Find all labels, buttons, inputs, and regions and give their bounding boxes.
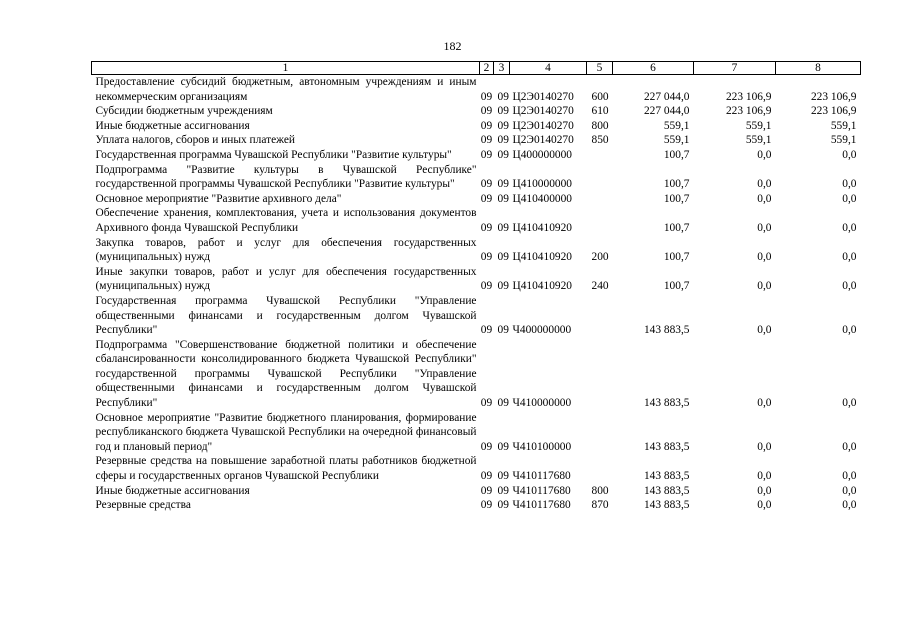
table-row bbox=[92, 454, 861, 483]
target-article: Ц2Э0140270 bbox=[512, 90, 574, 103]
expense-type: 850 bbox=[591, 134, 609, 147]
amount-year-2: 0,0 bbox=[757, 280, 772, 293]
amount-year-2: 0,0 bbox=[757, 324, 772, 337]
section-code: 09 bbox=[480, 105, 493, 118]
target-article: Ц410410920 bbox=[512, 221, 572, 234]
amount-year-3: 0,0 bbox=[842, 221, 857, 234]
target-article: Ц2Э0140270 bbox=[512, 134, 574, 147]
amount-year-1: 143 883,5 bbox=[643, 499, 690, 512]
target-article: Ц410410920 bbox=[512, 251, 572, 264]
section-code: 09 bbox=[480, 324, 493, 337]
target-article: Ч410000000 bbox=[512, 397, 572, 410]
subsection-code: 09 bbox=[497, 470, 509, 483]
header-col-7: 7 bbox=[694, 62, 776, 75]
amount-year-1: 227 044,0 bbox=[643, 90, 690, 103]
expense-type: 240 bbox=[591, 280, 609, 293]
expense-type: 610 bbox=[591, 105, 609, 118]
amount-year-2: 0,0 bbox=[757, 440, 772, 453]
row-name: Предоставление субсидий бюджетным, автономным учреждениям и иным некоммерческим организациям bbox=[95, 76, 477, 103]
expense-type: 600 bbox=[591, 90, 609, 103]
table-row bbox=[92, 119, 861, 134]
subsection-code: 09 bbox=[497, 105, 509, 118]
subsection-code: 09 bbox=[497, 440, 509, 453]
subsection-code: 09 bbox=[497, 119, 509, 132]
section-code: 09 bbox=[480, 119, 493, 132]
target-article: Ц410000000 bbox=[512, 178, 572, 191]
subsection-code: 09 bbox=[497, 280, 509, 293]
amount-year-3: 0,0 bbox=[842, 148, 857, 161]
amount-year-2: 559,1 bbox=[745, 134, 772, 147]
table-row bbox=[92, 294, 861, 338]
expense-type bbox=[587, 148, 613, 163]
amount-year-3: 0,0 bbox=[842, 192, 857, 205]
amount-year-2: 0,0 bbox=[757, 148, 772, 161]
subsection-code: 09 bbox=[497, 148, 509, 161]
expense-type: 200 bbox=[591, 251, 609, 264]
amount-year-3: 0,0 bbox=[842, 499, 857, 512]
row-name: Резервные средства на повышение заработной платы работников бюджетной сферы и государственных органов Чувашской Республики bbox=[95, 455, 477, 483]
row-name: Иные бюджетные ассигнования bbox=[95, 484, 250, 497]
amount-year-1: 100,7 bbox=[663, 192, 690, 205]
row-name: Государственная программа Чувашской Республики "Управление общественными финансами и государственным долгом Чувашской Республики" bbox=[95, 294, 477, 337]
amount-year-3: 223 106,9 bbox=[810, 90, 857, 103]
amount-year-2: 0,0 bbox=[757, 192, 772, 205]
table-row bbox=[92, 338, 861, 411]
header-col-5: 5 bbox=[587, 62, 613, 75]
target-article: Ч410117680 bbox=[512, 499, 571, 512]
row-name: Иные бюджетные ассигнования bbox=[95, 119, 250, 132]
target-article: Ц400000000 bbox=[512, 148, 572, 161]
header-col-3: 3 bbox=[494, 62, 510, 75]
amount-year-2: 0,0 bbox=[757, 221, 772, 234]
expense-type: 870 bbox=[591, 499, 609, 512]
amount-year-1: 227 044,0 bbox=[643, 105, 690, 118]
subsection-code: 09 bbox=[497, 221, 509, 234]
amount-year-3: 0,0 bbox=[842, 251, 857, 264]
header-col-4: 4 bbox=[510, 62, 587, 75]
target-article: Ц410400000 bbox=[512, 192, 572, 205]
target-article: Ч410117680 bbox=[512, 470, 571, 483]
section-code: 09 bbox=[480, 280, 493, 293]
section-code: 09 bbox=[480, 134, 493, 147]
amount-year-1: 100,7 bbox=[663, 148, 690, 161]
subsection-code: 09 bbox=[497, 251, 509, 264]
table-row bbox=[92, 265, 861, 294]
subsection-code: 09 bbox=[497, 134, 509, 147]
row-name: Субсидии бюджетным учреждениям bbox=[95, 105, 273, 118]
amount-year-3: 0,0 bbox=[842, 280, 857, 293]
target-article: Ц2Э0140270 bbox=[512, 119, 574, 132]
section-code: 09 bbox=[480, 440, 493, 453]
amount-year-3: 559,1 bbox=[830, 134, 857, 147]
section-code: 09 bbox=[480, 484, 493, 497]
row-name: Государственная программа Чувашской Республики "Развитие культуры" bbox=[95, 148, 452, 161]
amount-year-1: 143 883,5 bbox=[643, 324, 690, 337]
table-row bbox=[92, 192, 861, 207]
amount-year-2: 0,0 bbox=[757, 470, 772, 483]
page-number: 182 bbox=[443, 39, 462, 53]
amount-year-3: 223 106,9 bbox=[810, 105, 857, 118]
table-row bbox=[92, 498, 861, 513]
amount-year-3: 559,1 bbox=[830, 119, 857, 132]
subsection-code: 09 bbox=[497, 324, 509, 337]
header-col-8: 8 bbox=[776, 62, 861, 75]
row-name: Основное мероприятие "Развитие бюджетного планирования, формирование республиканского бюджета Чувашской Республики на очередной финансовый год и плановый период" bbox=[95, 411, 477, 453]
amount-year-3: 0,0 bbox=[842, 324, 857, 337]
subsection-code: 09 bbox=[497, 499, 509, 512]
amount-year-1: 100,7 bbox=[663, 221, 690, 234]
section-code: 09 bbox=[480, 499, 493, 512]
budget-table bbox=[91, 61, 861, 513]
table-row bbox=[92, 104, 861, 119]
amount-year-1: 559,1 bbox=[663, 119, 690, 132]
target-article: Ч410117680 bbox=[512, 484, 571, 497]
amount-year-3: 0,0 bbox=[842, 440, 857, 453]
target-article: Ц410410920 bbox=[512, 280, 572, 293]
row-name: Уплата налогов, сборов и иных платежей bbox=[95, 134, 295, 147]
target-article: Ц2Э0140270 bbox=[512, 105, 574, 118]
subsection-code: 09 bbox=[497, 397, 509, 410]
amount-year-3: 0,0 bbox=[842, 178, 857, 191]
row-name: Подпрограмма "Развитие культуры в Чувашской Республике" государственной программы Чувашской Республики "Развитие культуры" bbox=[95, 163, 477, 191]
subsection-code: 09 bbox=[497, 192, 509, 205]
amount-year-1: 143 883,5 bbox=[643, 470, 690, 483]
amount-year-2: 223 106,9 bbox=[725, 90, 772, 103]
header-col-1: 1 bbox=[92, 62, 480, 75]
amount-year-2: 223 106,9 bbox=[725, 105, 772, 118]
row-name: Иные закупки товаров, работ и услуг для обеспечения государственных (муниципальных) нужд bbox=[95, 265, 477, 293]
amount-year-1: 143 883,5 bbox=[643, 397, 690, 410]
expense-type: 800 bbox=[591, 484, 609, 497]
target-article: Ч400000000 bbox=[512, 324, 572, 337]
expense-type bbox=[587, 206, 613, 235]
amount-year-1: 559,1 bbox=[663, 134, 690, 147]
table-row bbox=[92, 484, 861, 499]
section-code: 09 bbox=[480, 90, 493, 103]
table-row bbox=[92, 75, 861, 105]
section-code: 09 bbox=[480, 470, 493, 483]
amount-year-3: 0,0 bbox=[842, 484, 857, 497]
expense-type bbox=[587, 454, 613, 483]
table-row bbox=[92, 163, 861, 192]
amount-year-1: 100,7 bbox=[663, 280, 690, 293]
amount-year-2: 559,1 bbox=[745, 119, 772, 132]
expense-type bbox=[587, 411, 613, 455]
amount-year-1: 100,7 bbox=[663, 178, 690, 191]
expense-type: 800 bbox=[591, 119, 609, 132]
table-row bbox=[92, 148, 861, 163]
subsection-code: 09 bbox=[497, 484, 509, 497]
amount-year-2: 0,0 bbox=[757, 178, 772, 191]
table-row bbox=[92, 206, 861, 235]
subsection-code: 09 bbox=[497, 90, 509, 103]
row-name: Основное мероприятие "Развитие архивного дела" bbox=[95, 192, 342, 205]
expense-type bbox=[587, 192, 613, 207]
amount-year-3: 0,0 bbox=[842, 470, 857, 483]
amount-year-2: 0,0 bbox=[757, 397, 772, 410]
section-code: 09 bbox=[480, 251, 493, 264]
table-row bbox=[92, 133, 861, 148]
amount-year-2: 0,0 bbox=[757, 251, 772, 264]
row-name: Закупка товаров, работ и услуг для обеспечения государственных (муниципальных) нужд bbox=[95, 236, 477, 264]
section-code: 09 bbox=[480, 178, 493, 191]
expense-type bbox=[587, 294, 613, 338]
table-row bbox=[92, 236, 861, 265]
header-col-6: 6 bbox=[613, 62, 694, 75]
subsection-code: 09 bbox=[497, 178, 509, 191]
target-article: Ч410100000 bbox=[512, 440, 572, 453]
amount-year-1: 143 883,5 bbox=[643, 484, 690, 497]
row-name: Подпрограмма "Совершенствование бюджетной политики и обеспечение сбалансированности консолидированного бюджета Чувашской Республики" государственной программы Чувашской Республики "Управление общественными финансами и государственным долгом Чувашской Республики" bbox=[95, 338, 477, 410]
amount-year-1: 100,7 bbox=[663, 251, 690, 264]
row-name: Резервные средства bbox=[95, 499, 191, 512]
amount-year-3: 0,0 bbox=[842, 397, 857, 410]
section-code: 09 bbox=[480, 148, 493, 161]
table-header-row bbox=[92, 62, 861, 75]
row-name: Обеспечение хранения, комплектования, учета и использования документов Архивного фонда Чувашской Республики bbox=[95, 207, 477, 234]
table-row bbox=[92, 411, 861, 455]
expense-type bbox=[587, 338, 613, 411]
header-col-2: 2 bbox=[480, 62, 494, 75]
amount-year-2: 0,0 bbox=[757, 484, 772, 497]
section-code: 09 bbox=[480, 397, 493, 410]
amount-year-1: 143 883,5 bbox=[643, 440, 690, 453]
amount-year-2: 0,0 bbox=[757, 499, 772, 512]
section-code: 09 bbox=[480, 192, 493, 205]
expense-type bbox=[587, 163, 613, 192]
section-code: 09 bbox=[480, 221, 493, 234]
